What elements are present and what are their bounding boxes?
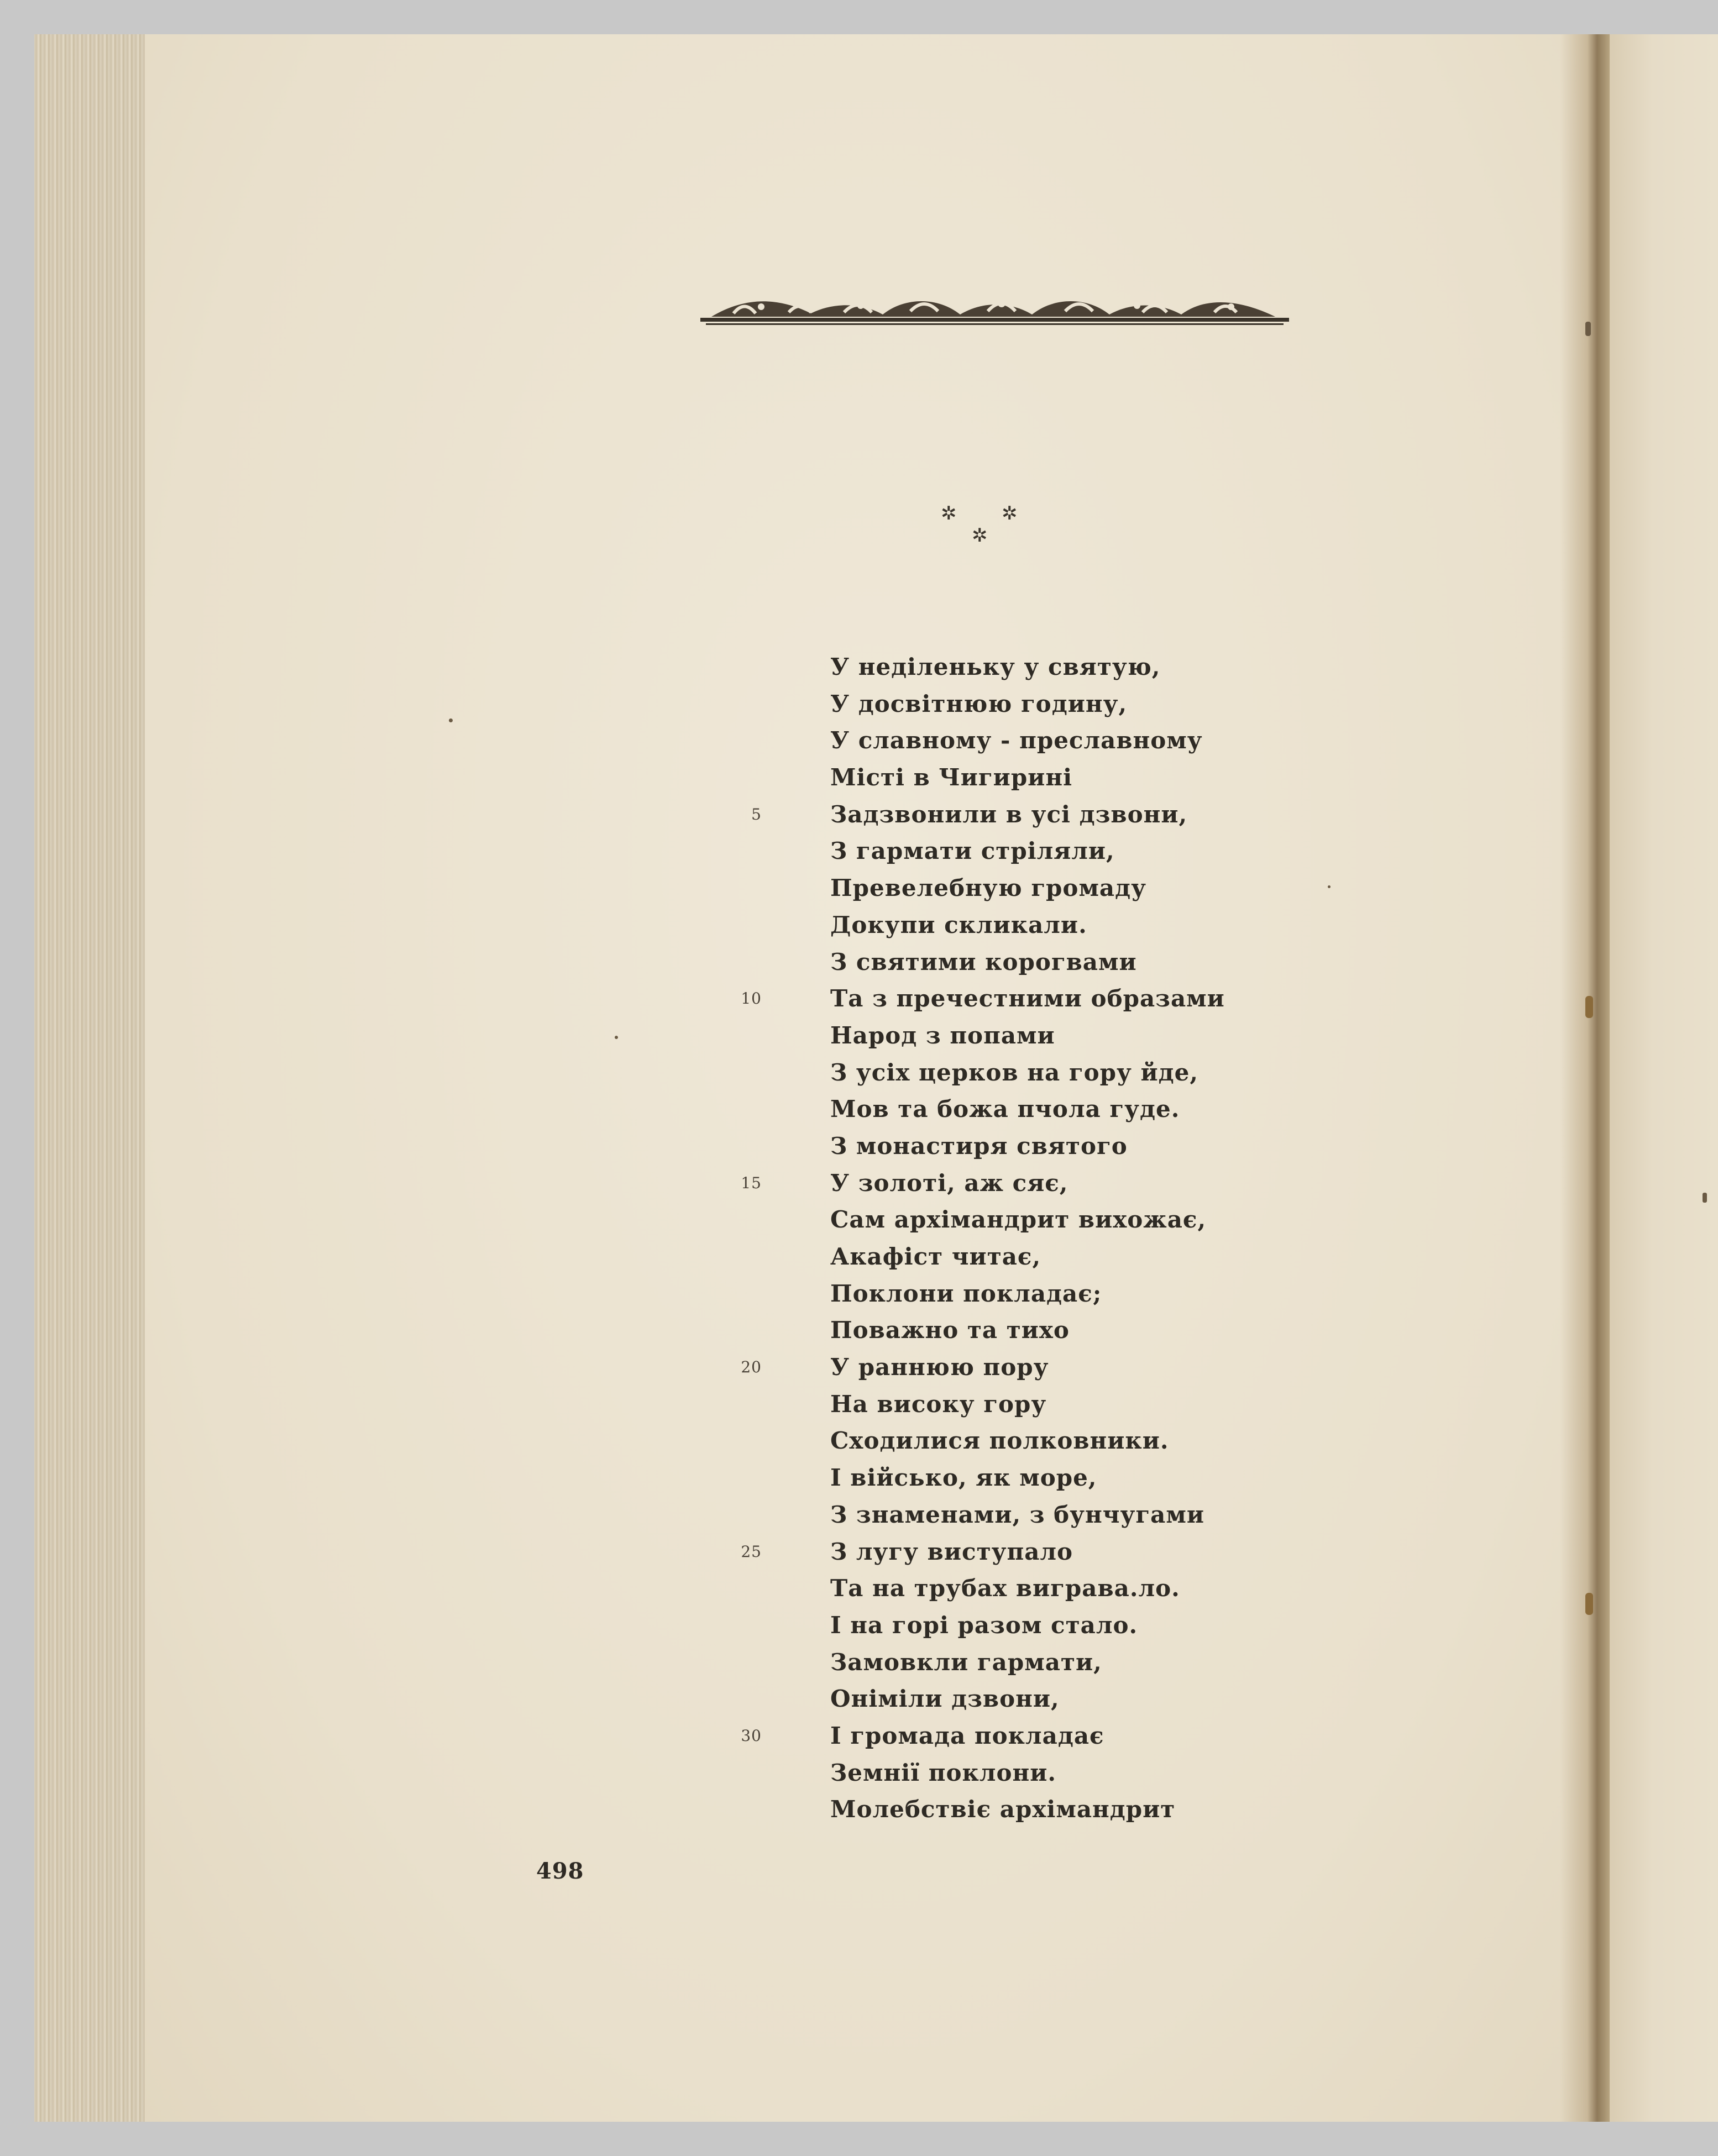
line-text: З усіх церков на гору йде,	[830, 1058, 1198, 1086]
asterism-star-right: ✲	[1002, 502, 1018, 524]
facing-page-edge	[1610, 34, 1718, 2122]
line-text: Задзвонили в усі дзвони,	[830, 800, 1188, 828]
floral-ornament-icon	[700, 286, 1289, 330]
line-text: З знаменами, з бунчугами	[830, 1501, 1204, 1528]
line-text: У золоті, аж сяє,	[830, 1169, 1068, 1197]
line-text: Превелебную громаду	[830, 874, 1147, 902]
line-text: Та з пречестними образами	[830, 985, 1225, 1013]
line-number: 20	[741, 1358, 762, 1377]
line-text: Місті в Чигирині	[830, 764, 1073, 791]
ink-speck	[1585, 1593, 1593, 1615]
line-text: Оніміли дзвони,	[830, 1685, 1060, 1713]
ink-speck	[449, 718, 453, 722]
line-number: 30	[741, 1726, 762, 1745]
line-text: І військо, як море,	[830, 1464, 1097, 1492]
line-number: 10	[741, 989, 762, 1008]
line-text: Мов та божа пчола гуде.	[830, 1095, 1180, 1123]
line-number: 15	[741, 1173, 762, 1192]
line-text: Докупи скликали.	[830, 911, 1087, 938]
line-text: І на горі разом стало.	[830, 1611, 1138, 1639]
asterism-star-bottom: ✲	[972, 524, 988, 547]
page-number: 498	[536, 1858, 584, 1884]
line-text: У досвітнюю годину,	[830, 690, 1128, 717]
line-text: На високу гору	[830, 1390, 1047, 1418]
line-text: У раннюю пору	[830, 1354, 1049, 1381]
book-scan	[34, 34, 1718, 2122]
ink-speck	[1585, 996, 1593, 1018]
line-text: З святими корогвами	[830, 948, 1137, 975]
line-text: Замовкли гармати,	[830, 1648, 1102, 1676]
page-edges	[34, 34, 145, 2122]
ink-speck	[1585, 322, 1591, 336]
asterism-star-left: ✲	[941, 502, 957, 524]
line-text: З гармати стріляли,	[830, 837, 1115, 865]
line-text: Земнії поклони.	[830, 1759, 1056, 1786]
asterism	[941, 504, 1024, 554]
line-text: Та на трубах виграва.ло.	[830, 1575, 1180, 1602]
line-number: 25	[741, 1542, 762, 1561]
line-text: Сходилися полковники.	[830, 1427, 1169, 1455]
line-text: І громада покладає	[830, 1722, 1104, 1749]
line-text: Молебствіє архімандрит	[830, 1796, 1176, 1823]
line-text: Поклони покладає;	[830, 1279, 1102, 1307]
line-text: У неділеньку у святую,	[830, 653, 1161, 680]
line-text: У славному - преславному	[830, 727, 1203, 754]
line-text: З лугу виступало	[830, 1538, 1073, 1565]
line-text: Поважно та тихо	[830, 1316, 1070, 1344]
gutter-shadow	[1560, 34, 1610, 2122]
line-text: Сам архімандрит вихожає,	[830, 1206, 1207, 1234]
ink-speck	[615, 1036, 618, 1039]
line-text: З монастиря святого	[830, 1132, 1128, 1160]
ink-speck	[1703, 1193, 1707, 1203]
line-text: Народ з попами	[830, 1021, 1055, 1049]
line-text: Акафіст читає,	[830, 1243, 1041, 1270]
ink-speck	[1328, 885, 1331, 888]
line-number: 5	[751, 805, 762, 823]
